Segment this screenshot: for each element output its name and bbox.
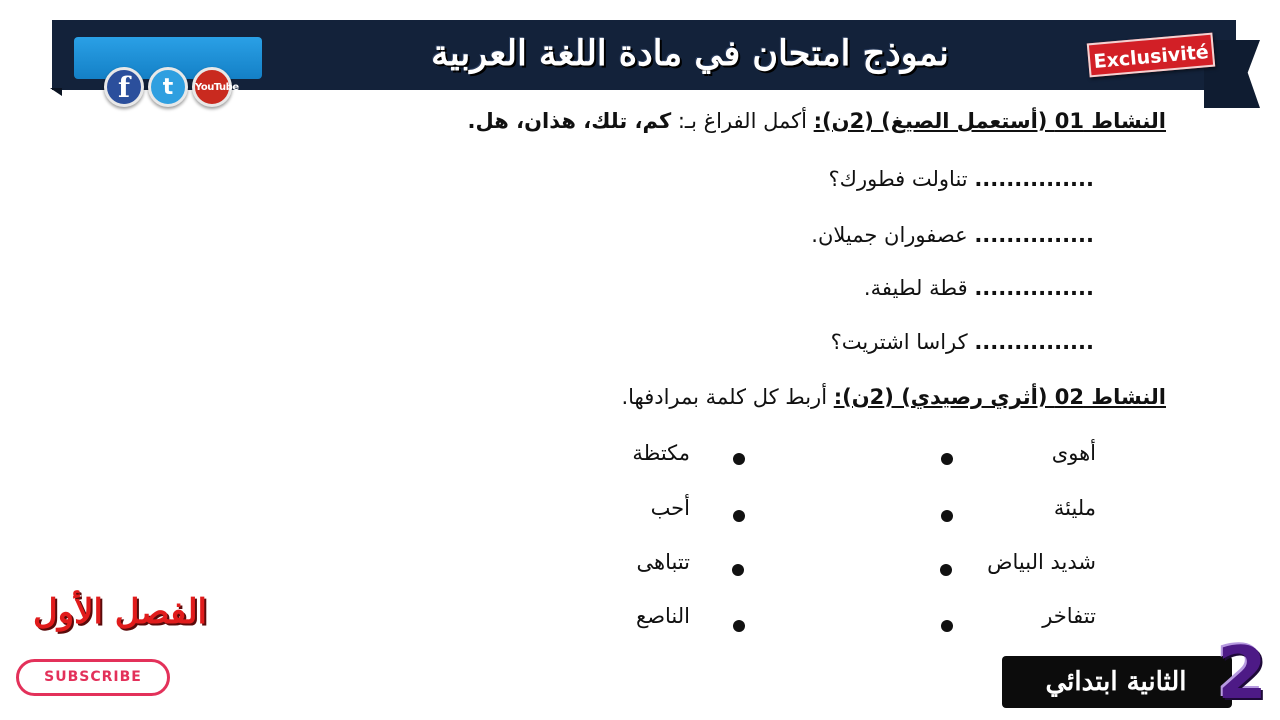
fill-line-2 [811, 223, 1094, 247]
fill-line-text: كراسا اشتريت؟ [830, 330, 968, 354]
match-right-word-2: أحب [650, 496, 690, 520]
match-right-word-3: تتباهى [636, 550, 690, 574]
facebook-icon[interactable]: f [104, 67, 144, 107]
grade-label: الثانية ابتدائي [1045, 667, 1187, 697]
activity1-heading [468, 109, 1166, 133]
fill-line-text: عصفوران جميلان. [811, 223, 968, 247]
banner-fold [50, 88, 62, 96]
match-dot [733, 510, 745, 522]
blank-dots: ............... [974, 167, 1094, 191]
match-dot [941, 510, 953, 522]
grade-number: 2 [1216, 631, 1268, 715]
match-left-word-1: أهوى [1051, 441, 1096, 465]
match-dot [733, 453, 745, 465]
activity1-label: النشاط 01 (أستعمل الصيغ) (2ن): [813, 109, 1166, 133]
activity2-instruction: أربط كل كلمة بمرادفها. [621, 385, 828, 409]
subscribe-now-label[interactable]: أشترك الآن [127, 4, 193, 20]
activity2-heading [621, 385, 1166, 409]
fill-line-3 [864, 276, 1094, 300]
fill-line-text: قطة لطيفة. [863, 276, 968, 300]
subscribe-button[interactable]: SUBSCRIBE [16, 659, 170, 696]
youtube-icon[interactable]: YouTube [192, 67, 232, 107]
match-left-word-2: مليئة [1053, 496, 1096, 520]
chapter-label: الفصل الأول [32, 592, 208, 632]
match-right-word-4: الناصع [636, 604, 690, 628]
match-right-word-1: مكتظة [632, 441, 690, 465]
match-left-word-3: شديد البياض [987, 550, 1096, 574]
activity1-instruction: أكمل الفراغ بـ: [677, 109, 807, 133]
twitter-icon[interactable]: t [148, 67, 188, 107]
activity1-words: كم، تلك، هذان، هل. [467, 109, 672, 133]
match-dot [733, 620, 745, 632]
blank-dots: ............... [974, 276, 1094, 300]
fill-line-text: تناولت فطورك؟ [828, 167, 968, 191]
match-left-word-4: تتفاخر [1042, 604, 1096, 628]
match-dot [940, 564, 952, 576]
fill-line-1 [829, 167, 1094, 191]
match-dot [732, 564, 744, 576]
page-title: نموذج امتحان في مادة اللغة العربية [431, 33, 949, 74]
match-dot [941, 620, 953, 632]
blank-dots: ............... [974, 223, 1094, 247]
exclusive-badge: Exclusivité [1087, 33, 1215, 78]
activity2-label: النشاط 02 (أثري رصيدي) (2ن): [833, 385, 1166, 409]
match-dot [941, 453, 953, 465]
fill-line-4 [831, 330, 1094, 354]
blank-dots: ............... [974, 330, 1094, 354]
